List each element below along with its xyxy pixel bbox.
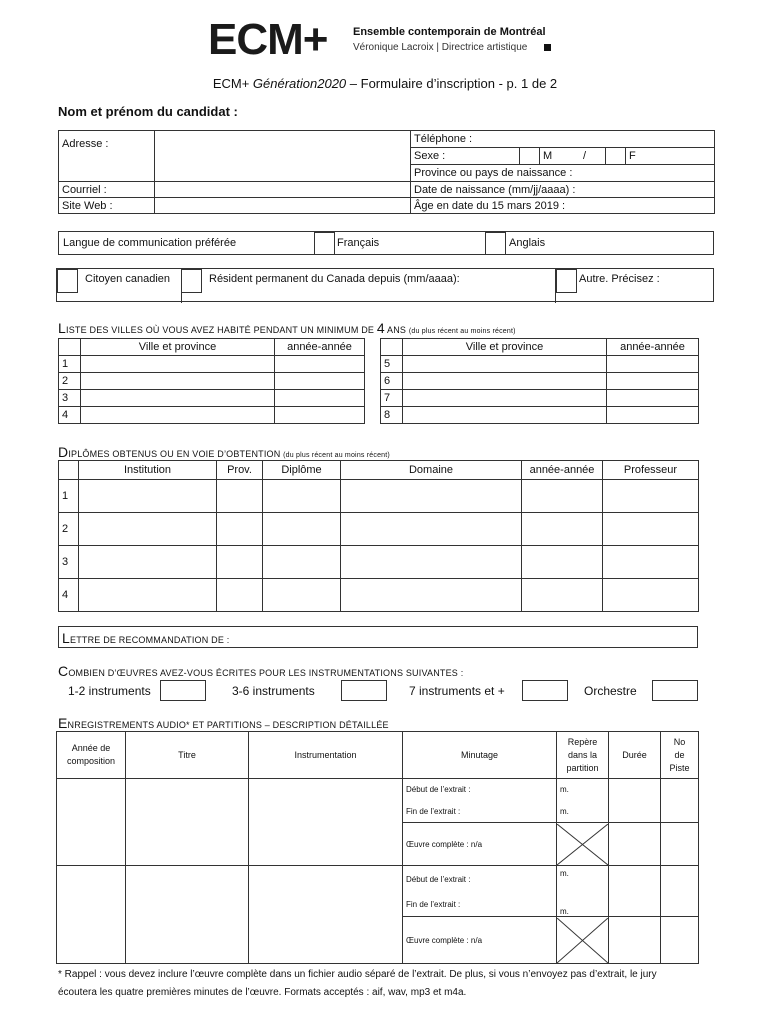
rec-header-track-1: No	[673, 736, 686, 747]
recordings-heading	[58, 715, 389, 731]
cities-heading-cap: L	[58, 320, 66, 336]
rec-header-mark-2: dans la	[567, 749, 598, 760]
rec-full-label[interactable]: Œuvre complète : n/a	[403, 823, 557, 866]
sex-separator: /	[583, 150, 587, 162]
cities-right-header-num	[381, 339, 403, 356]
cities-row-num: 6	[381, 373, 403, 390]
rec-full-track[interactable]	[661, 823, 699, 866]
cities-heading-text-2: ANS	[384, 325, 409, 335]
works-opt1-field[interactable]	[160, 680, 206, 701]
rec-instr-field[interactable]	[249, 866, 403, 964]
rec-track-field[interactable]	[661, 779, 699, 823]
years-field[interactable]	[275, 373, 365, 390]
diploma-field[interactable]	[263, 480, 341, 513]
rec-full-track[interactable]	[661, 917, 699, 964]
teacher-field[interactable]	[603, 480, 699, 513]
domain-field[interactable]	[341, 513, 522, 546]
cities-row-num: 8	[381, 407, 403, 424]
works-opt2-field[interactable]	[341, 680, 387, 701]
cities-left-header-city: Ville et province	[81, 339, 275, 356]
domain-field[interactable]	[341, 480, 522, 513]
footnote-line-2: écoutera les quatre premières minutes de l’œuvre. Formats acceptés : aif, wav, mp3 et m4a.	[58, 987, 467, 998]
org-subtitle: Véronique Lacroix | Directrice artistique	[353, 42, 528, 53]
years-field[interactable]	[275, 390, 365, 407]
diploma-row-num: 3	[59, 546, 79, 579]
years-field[interactable]	[607, 407, 699, 424]
cities-heading	[58, 320, 516, 336]
rec-year-field[interactable]	[57, 866, 126, 964]
rec-header-track	[661, 732, 699, 779]
years-field[interactable]	[522, 579, 603, 612]
city-field[interactable]	[81, 407, 275, 424]
city-field[interactable]	[403, 407, 607, 424]
works-opt3-label: 7 instruments et +	[409, 684, 505, 698]
rec-start-mark[interactable]: m.	[557, 866, 609, 893]
diploma-row-num: 4	[59, 579, 79, 612]
language-row	[58, 231, 714, 255]
rec-year-field[interactable]	[57, 779, 126, 866]
cities-heading-note: (du plus récent au moins récent)	[408, 328, 516, 335]
diplomas-header-num	[59, 461, 79, 480]
city-field[interactable]	[81, 373, 275, 390]
diplomas-heading	[58, 444, 390, 460]
sex-row	[411, 148, 715, 165]
works-opt4-field[interactable]	[652, 680, 698, 701]
resident-label: Résident permanent du Canada depuis (mm/aaaa):	[209, 273, 460, 285]
email-label: Courriel :	[59, 182, 155, 198]
birthplace-label[interactable]: Province ou pays de naissance :	[411, 165, 715, 182]
cities-row-num: 1	[59, 356, 81, 373]
cities-row-num: 4	[59, 407, 81, 424]
sex-m-label: M	[543, 150, 553, 162]
city-field[interactable]	[403, 390, 607, 407]
candidate-name-label: Nom et prénom du candidat :	[58, 104, 238, 119]
city-field[interactable]	[81, 390, 275, 407]
logo-wordmark: ECM+	[208, 15, 328, 64]
years-field[interactable]	[275, 407, 365, 424]
diplomas-table	[58, 460, 699, 612]
years-field[interactable]	[607, 356, 699, 373]
diplomas-header-domain: Domaine	[341, 461, 522, 480]
works-heading-cap: C	[58, 663, 69, 679]
works-heading	[58, 663, 463, 679]
rec-duration-field[interactable]	[609, 779, 661, 823]
recommendation-field[interactable]	[58, 626, 698, 648]
cross-icon	[557, 824, 608, 865]
institution-field[interactable]	[79, 579, 217, 612]
rec-header-year	[57, 732, 126, 779]
diplomas-header-diploma: Diplôme	[263, 461, 341, 480]
form-title-italic: Génération2020	[252, 76, 347, 91]
institution-field[interactable]	[79, 480, 217, 513]
domain-field[interactable]	[341, 579, 522, 612]
rec-header-title: Titre	[126, 732, 249, 779]
address-label: Adresse :	[59, 131, 155, 182]
french-checkbox[interactable]	[314, 232, 335, 255]
rec-full-duration[interactable]	[609, 823, 661, 866]
english-checkbox[interactable]	[485, 232, 506, 255]
diplomas-header-institution: Institution	[79, 461, 217, 480]
cities-right-header-years: année-année	[607, 339, 699, 356]
rec-end-label[interactable]: Fin de l’extrait :	[403, 801, 557, 823]
rec-start-mark[interactable]: m.	[557, 779, 609, 801]
rec-full-duration[interactable]	[609, 917, 661, 964]
city-field[interactable]	[403, 356, 607, 373]
prov-field[interactable]	[217, 480, 263, 513]
cities-left-header-years: année-année	[275, 339, 365, 356]
other-label: Autre. Précisez :	[579, 273, 660, 285]
diploma-row-num: 2	[59, 513, 79, 546]
org-name: Ensemble contemporain de Montréal	[353, 26, 546, 38]
diplomas-heading-note: (du plus récent au moins récent)	[283, 452, 390, 459]
birthdate-label[interactable]: Date de naissance (mm/jj/aaaa) :	[411, 182, 715, 198]
french-label: Français	[337, 237, 380, 249]
form-title	[0, 76, 770, 91]
institution-field[interactable]	[79, 546, 217, 579]
years-field[interactable]	[607, 373, 699, 390]
recordings-heading-cap: E	[58, 715, 68, 731]
sex-label: Sexe :	[414, 150, 446, 162]
rec-title-field[interactable]	[126, 779, 249, 866]
works-opt1-label: 1-2 instruments	[68, 684, 151, 698]
rec-end-mark[interactable]: m.	[557, 893, 609, 917]
works-opt3-field[interactable]	[522, 680, 568, 701]
english-label: Anglais	[509, 237, 546, 249]
prov-field[interactable]	[217, 513, 263, 546]
address-field[interactable]	[155, 131, 411, 182]
rec-header-mark	[557, 732, 609, 779]
website-label: Site Web :	[59, 198, 155, 214]
diplomas-header-teacher: Professeur	[603, 461, 699, 480]
rec-header-year-2: composition	[66, 756, 116, 766]
rec-header-track-3: Piste	[669, 762, 690, 773]
footnote-line-1: * Rappel : vous devez inclure l’œuvre complète dans un fichier audio séparé de l’extrait. De plus, si vous n’envoyez pas d’extrait, le jury	[58, 969, 657, 980]
rec-end-mark[interactable]: m.	[557, 801, 609, 823]
footnote	[58, 966, 718, 1002]
rec-header-mark-1: Repère	[567, 736, 598, 747]
rec-end-label[interactable]: Fin de l’extrait :	[403, 893, 557, 917]
prov-field[interactable]	[217, 579, 263, 612]
status-row	[56, 268, 714, 302]
diploma-field[interactable]	[263, 513, 341, 546]
cities-left-header-num	[59, 339, 81, 356]
cities-row-num: 2	[59, 373, 81, 390]
cities-table-right	[380, 338, 699, 424]
rec-header-track-2: de	[674, 749, 685, 760]
works-opt4-label: Orchestre	[584, 684, 637, 698]
rec-duration-field[interactable]	[609, 866, 661, 917]
rec-header-mark-3: partition	[566, 762, 599, 773]
rec-full-mark-crossed	[557, 917, 609, 964]
rec-full-label[interactable]: Œuvre complète : n/a	[403, 917, 557, 964]
cities-heading-text: ISTE DES VILLES OÙ VOUS AVEZ HABITÉ PENDANT UN MINIMUM DE	[66, 325, 377, 335]
rec-track-field[interactable]	[661, 866, 699, 917]
sex-f-checkbox[interactable]	[605, 147, 626, 165]
rec-full-mark-crossed	[557, 823, 609, 866]
diplomas-header-prov: Prov.	[217, 461, 263, 480]
phone-label[interactable]: Téléphone :	[411, 131, 715, 148]
cities-right-header-city: Ville et province	[403, 339, 607, 356]
years-field[interactable]	[522, 513, 603, 546]
years-field[interactable]	[522, 546, 603, 579]
teacher-field[interactable]	[603, 579, 699, 612]
language-label: Langue de communication préférée	[63, 237, 237, 249]
logo	[208, 14, 553, 66]
rec-header-instr: Instrumentation	[249, 732, 403, 779]
years-field[interactable]	[607, 390, 699, 407]
recommendation-label: ETTRE DE RECOMMANDATION DE :	[70, 635, 230, 645]
rec-header-year-1: Année de	[71, 743, 111, 753]
recommendation-cap: L	[62, 630, 70, 646]
resident-checkbox[interactable]	[181, 269, 202, 293]
diploma-row-num: 1	[59, 480, 79, 513]
cross-icon	[557, 918, 608, 963]
cities-row-num: 7	[381, 390, 403, 407]
website-field[interactable]	[155, 198, 411, 214]
candidate-info-table	[58, 130, 715, 214]
rec-instr-field[interactable]	[249, 779, 403, 866]
rec-header-timing: Minutage	[403, 732, 557, 779]
years-field[interactable]	[522, 480, 603, 513]
sex-f-label: F	[629, 150, 636, 162]
rec-start-label[interactable]: Début de l’extrait :	[403, 779, 557, 801]
diplomas-header-years: année-année	[522, 461, 603, 480]
rec-header-duration: Durée	[609, 732, 661, 779]
other-checkbox[interactable]	[556, 269, 577, 293]
works-heading-text: OMBIEN D’ŒUVRES AVEZ-VOUS ÉCRITES POUR LES INSTRUMENTATIONS SUIVANTES :	[68, 668, 464, 678]
rec-title-field[interactable]	[126, 866, 249, 964]
diploma-field[interactable]	[263, 546, 341, 579]
logo-square-icon	[544, 44, 551, 51]
cities-row-num: 5	[381, 356, 403, 373]
rec-start-label[interactable]: Début de l’extrait :	[403, 866, 557, 893]
form-title-suffix: – Formulaire d’inscription - p. 1 de 2	[346, 76, 558, 91]
years-field[interactable]	[275, 356, 365, 373]
email-field[interactable]	[155, 182, 411, 198]
city-field[interactable]	[403, 373, 607, 390]
domain-field[interactable]	[341, 546, 522, 579]
works-opt2-label: 3-6 instruments	[232, 684, 315, 698]
diploma-field[interactable]	[263, 579, 341, 612]
city-field[interactable]	[81, 356, 275, 373]
age-label[interactable]: Âge en date du 15 mars 2019 :	[411, 198, 715, 214]
recordings-heading-text: NREGISTREMENTS AUDIO* ET PARTITIONS – DESCRIPTION DÉTAILLÉE	[67, 720, 389, 730]
diplomas-heading-cap: D	[58, 444, 69, 460]
citizen-checkbox[interactable]	[57, 269, 78, 293]
teacher-field[interactable]	[603, 546, 699, 579]
form-title-prefix: ECM+	[212, 76, 253, 91]
cities-heading-number: 4	[376, 320, 385, 336]
cities-table-left	[58, 338, 365, 424]
institution-field[interactable]	[79, 513, 217, 546]
recordings-table	[56, 731, 699, 964]
teacher-field[interactable]	[603, 513, 699, 546]
cities-row-num: 3	[59, 390, 81, 407]
prov-field[interactable]	[217, 546, 263, 579]
sex-m-checkbox[interactable]	[519, 147, 540, 165]
citizen-label: Citoyen canadien	[85, 273, 171, 285]
diplomas-heading-text: IPLÔMES OBTENUS OU EN VOIE D’OBTENTION	[68, 449, 284, 459]
